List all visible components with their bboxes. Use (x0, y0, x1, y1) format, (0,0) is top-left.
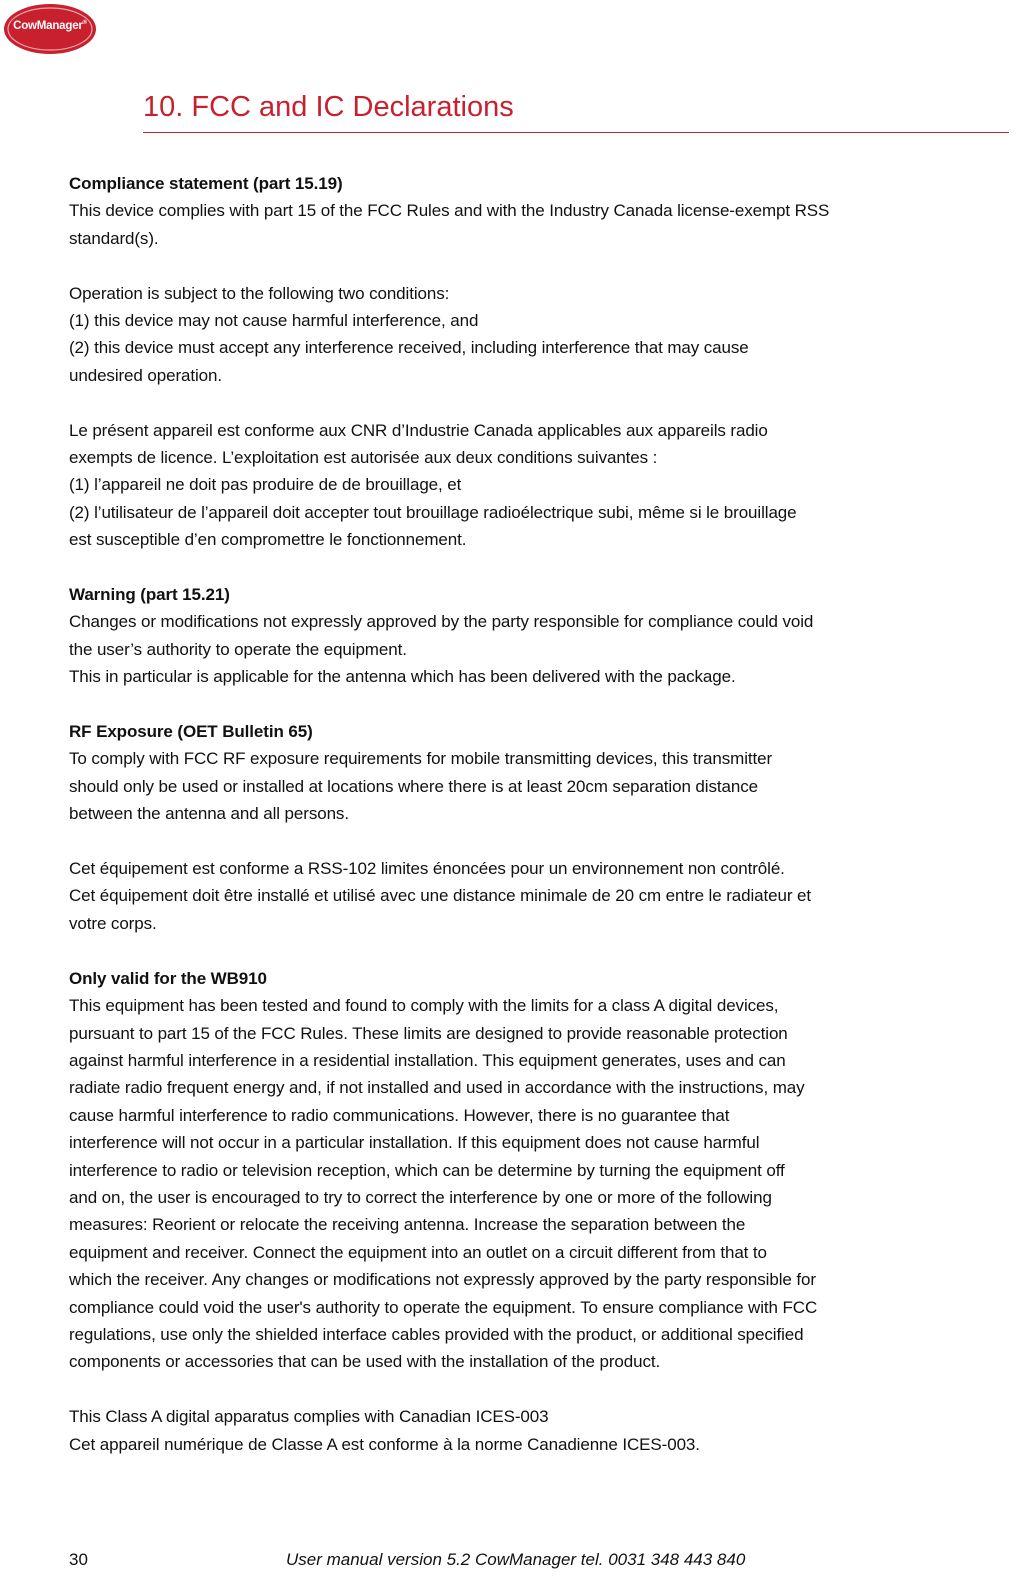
text-line: (1) this device may not cause harmful interference, and (69, 311, 479, 331)
section-heading (143, 90, 1009, 133)
french-rf-paragraph (69, 855, 1004, 937)
text-line: This device complies with part 15 of the FCC Rules and with the Industry Canada license-exempt RSS (69, 201, 830, 221)
text-line: votre corps. (69, 913, 157, 933)
text-line: compliance could void the user's authority to operate the equipment. To ensure compliance with FCC (69, 1297, 818, 1317)
text-line: Cet appareil numérique de Classe A est conforme à la norme Canadienne ICES-003. (69, 1434, 700, 1454)
text-line: between the antenna and all persons. (69, 804, 349, 824)
text-line: Changes or modifications not expressly approved by the party responsible for compliance could void (69, 612, 814, 632)
wb910-paragraph (69, 965, 1004, 1376)
text-line: and on, the user is encouraged to try to correct the interference by one or more of the following (69, 1187, 772, 1207)
text-line: regulations, use only the shielded interface cables provided with the product, or additional specified (69, 1324, 804, 1344)
compliance-statement-title: Compliance statement (part 15.19) (69, 174, 343, 193)
warning-title: Warning (part 15.21) (69, 585, 230, 605)
compliance-statement-paragraph (69, 170, 1004, 252)
footer-text: User manual version 5.2 CowManager tel. 0031 348 443 840 (286, 1550, 746, 1569)
page-title: 10. FCC and IC Declarations (143, 91, 514, 123)
logo-wordmark: CowManager (13, 20, 83, 32)
rf-exposure-title: RF Exposure (OET Bulletin 65) (69, 722, 313, 742)
text-line: est susceptible d’en compromettre le fonctionnement. (69, 530, 467, 550)
class-a-paragraph (69, 1403, 1004, 1458)
text-line: Cet équipement est conforme a RSS-102 limites énoncées pour un environnement non contrôlé. (69, 859, 785, 879)
text-line: the user’s authority to operate the equipment. (69, 639, 407, 659)
text-line: This in particular is applicable for the antenna which has been delivered with the package. (69, 667, 736, 687)
wb910-title: Only valid for the WB910 (69, 968, 267, 988)
warning-paragraph (69, 581, 1004, 691)
text-line: This equipment has been tested and found to comply with the limits for a class A digital devices, (69, 996, 779, 1016)
text-line: Cet équipement doit être installé et utilisé avec une distance minimale de 20 cm entre le radiateur et (69, 886, 811, 906)
page-footer (69, 1547, 1004, 1573)
text-line: Operation is subject to the following two conditions: (69, 283, 450, 303)
text-line: cause harmful interference to radio communications. However, there is no guarantee that (69, 1105, 730, 1125)
logo-registered-mark: ® (82, 20, 87, 27)
text-line: To comply with FCC RF exposure requirements for mobile transmitting devices, this transmitter (69, 749, 773, 769)
text-line: pursuant to part 15 of the FCC Rules. These limits are designed to provide reasonable protection (69, 1023, 788, 1043)
text-line: (2) l’utilisateur de l’appareil doit accepter tout brouillage radioélectrique subi, même si le brouillage (69, 502, 797, 522)
text-line: which the receiver. Any changes or modifications not expressly approved by the party responsible for (69, 1270, 816, 1290)
conditions-paragraph (69, 280, 1004, 390)
text-line: Le présent appareil est conforme aux CNR d’Industrie Canada applicables aux appareils radio (69, 420, 768, 440)
text-line: interference will not occur in a particular installation. If this equipment does not cause harmful (69, 1133, 760, 1153)
text-line: (1) l’appareil ne doit pas produire de de brouillage, et (69, 475, 462, 495)
text-line: This Class A digital apparatus complies with Canadian ICES-003 (69, 1407, 549, 1427)
declarations-body (69, 170, 1004, 1485)
text-line: equipment and receiver. Connect the equipment into an outlet on a circuit different from that to (69, 1242, 767, 1262)
text-line: measures: Reorient or relocate the receiving antenna. Increase the separation between the (69, 1215, 746, 1235)
rf-exposure-paragraph (69, 718, 1004, 828)
text-line: components or accessories that can be used with the installation of the product. (69, 1352, 661, 1372)
text-line: radiate radio frequent energy and, if not installed and used in accordance with the instructions, may (69, 1078, 805, 1098)
page-number: 30 (69, 1550, 88, 1569)
text-line: interference to radio or television reception, which can be determine by turning the equipment off (69, 1160, 785, 1180)
text-line: should only be used or installed at locations where there is at least 20cm separation distance (69, 776, 758, 796)
text-line: standard(s). (69, 228, 159, 248)
logo-text (2, 20, 98, 32)
text-line: against harmful interference in a residential installation. This equipment generates, uses and can (69, 1050, 786, 1070)
text-line: (2) this device must accept any interference received, including interference that may cause (69, 338, 749, 358)
text-line: undesired operation. (69, 365, 223, 385)
text-line: exempts de licence. L’exploitation est autorisée aux deux conditions suivantes : (69, 448, 658, 468)
french-conditions-paragraph (69, 417, 1004, 554)
cowmanager-logo (2, 2, 98, 56)
